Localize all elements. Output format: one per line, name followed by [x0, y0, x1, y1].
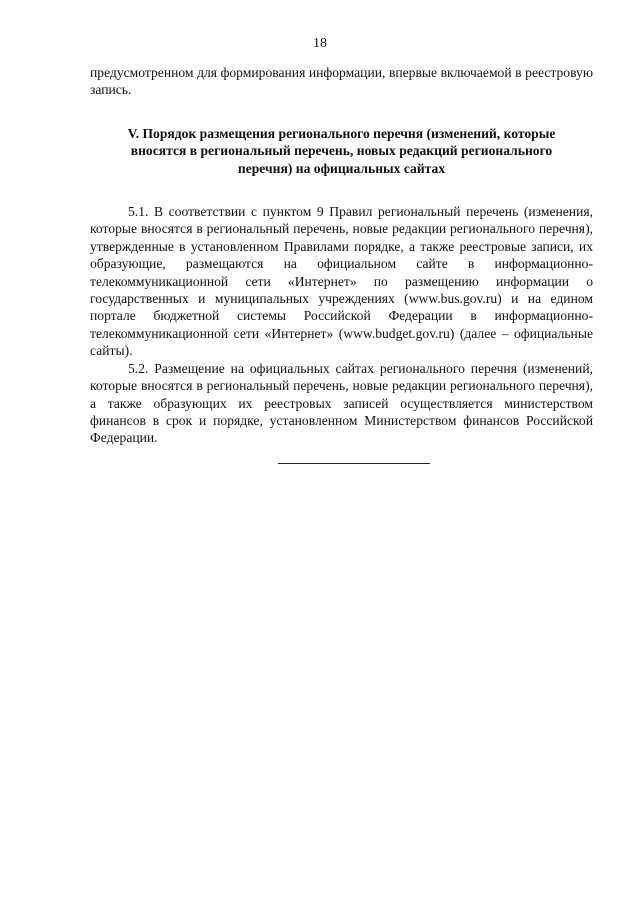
intro-paragraph: предусмотренном для формирования информации, впервые включаемой в реестровую запись.	[90, 65, 593, 98]
page-number: 18	[313, 36, 327, 51]
end-divider-line	[278, 463, 430, 464]
paragraph-5-2: 5.2. Размещение на официальных сайтах регионального перечня (изменений, которые вносятся в региональный перечень, новые редакции регионального перечня), а также образующих их реестровых записей осуществляется министерством финансов в срок и порядке, установленном Министерством финансов Российской Федерации.	[90, 360, 593, 446]
paragraph-5-1: 5.1. В соответствии с пунктом 9 Правил региональный перечень (изменения, которые вносятся в региональный перечень, новые редакции регионального перечня), утвержденные в установленном Правилами порядке, а также реестровые записи, их образующие, размещаются на официальном сайте в информационно-телекоммуникационной сети «Интернет» по размещению информации о государственных и муниципальных учреждениях (www.bus.gov.ru) и на едином портале бюджетной системы Российской Федерации в информационно-телекоммуникационной сети «Интернет» (www.budget.gov.ru) (далее – официальные сайты).	[90, 204, 593, 359]
document-body	[90, 64, 593, 447]
section-title: V. Порядок размещения регионального перечня (изменений, которые вносятся в региональный перечень, новых редакций регионального перечня) на официальных сайтах	[127, 125, 556, 176]
